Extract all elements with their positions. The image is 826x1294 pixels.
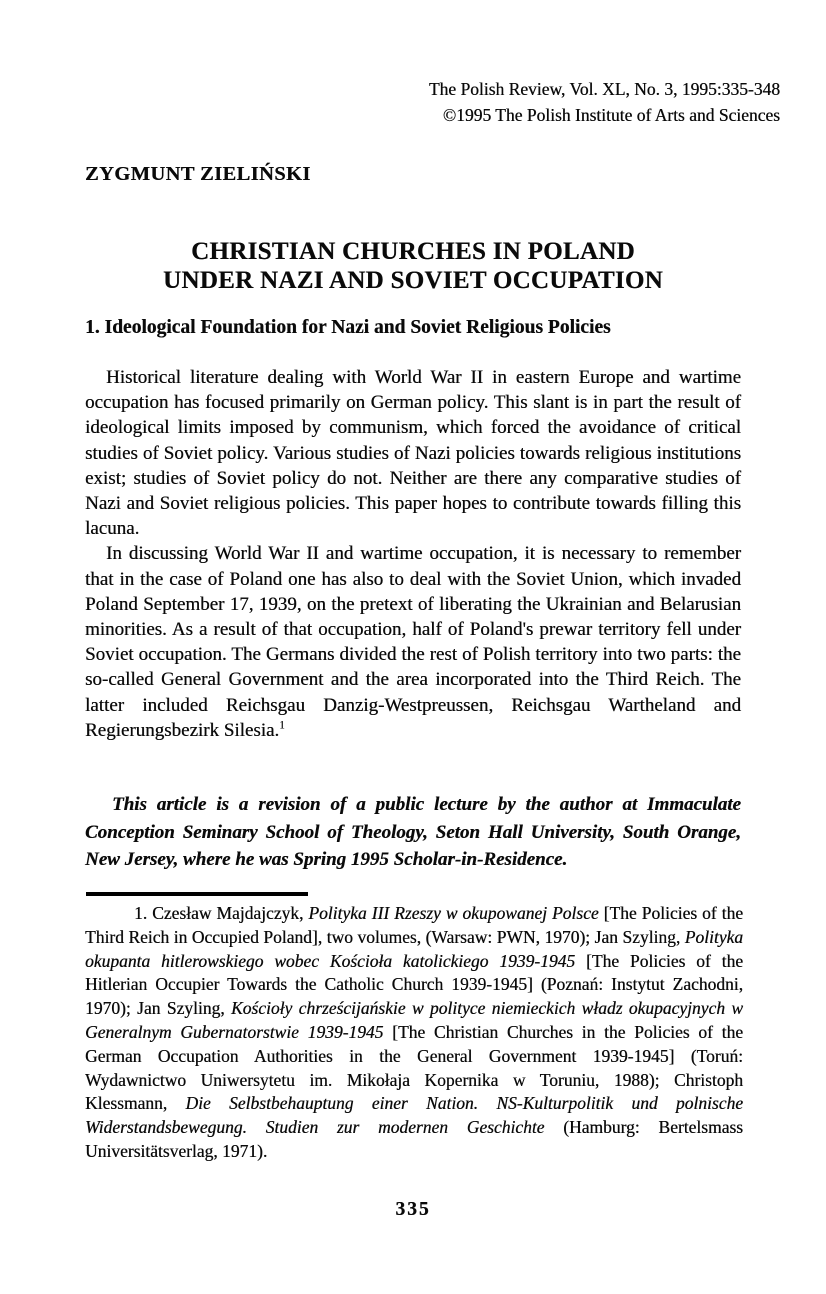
article-body xyxy=(85,365,741,743)
body-paragraph-1: Historical literature dealing with World War II in eastern Europe and wartime occupation has focused primarily on German policy. This slant is in part the result of ideological limits imposed by communism, which forced the avoidance of critical studies of Soviet policy. Various studies of Nazi policies towards religious institutions exist; studies of Soviet policy do not. Neither are there any comparative studies of Nazi and Soviet religious policies. This paper hopes to contribute towards filling this lacuna. xyxy=(85,367,741,540)
journal-header xyxy=(429,76,780,128)
article-title-line-1: CHRISTIAN CHURCHES IN POLAND xyxy=(191,238,635,265)
footnote-divider xyxy=(86,892,308,896)
journal-citation-line: The Polish Review, Vol. XL, No. 3, 1995:335-348 xyxy=(428,79,780,99)
footnote-1: 1. Czesław Majdajczyk, Polityka III Rzeszy w okupowanej Polsce [The Policies of the Third Reich in Occupied Poland], two volumes, (Warsaw: PWN, 1970); Jan Szyling, Polityka okupanta hitlerowskiego wobec Kościoła katolickiego 1939-1945 [The Policies of the Hitlerian Occupier Towards the Catholic Church 1939-1945] (Poznań: Instytut Zachodni, 1970); Jan Szyling, Kościoły chrześcijańskie w polityce niemieckich władz okupacyjnych w Generalnym Gubernatorstwie 1939-1945 [The Christian Churches in the Policies of the German Occupation Authorities in the General Government 1939-1945] (Toruń: Wydawnictwo Uniwersytetu im. Mikołaja Kopernika w Toruniu, 1988); Christoph Klessmann, Die Selbstbehauptung einer Nation. NS-Kulturpolitik und polnische Widerstandsbewegung. Studien zur modernen Geschichte (Hamburg: Bertelsmass Universitätsverlag, 1971). xyxy=(85,903,743,1161)
page-number: 335 xyxy=(395,1199,431,1220)
section-heading: 1. Ideological Foundation for Nazi and Soviet Religious Policies xyxy=(85,317,611,338)
article-title xyxy=(0,237,826,295)
body-paragraph-2: In discussing World War II and wartime occupation, it is necessary to remember that in the case of Poland one has also to deal with the Soviet Union, which invaded Poland September 17, 1939, on the pretext of liberating the Ukrainian and Belarusian minorities. As a result of that occupation, half of Poland's prewar territory fell under Soviet occupation. The Germans divided the rest of Polish territory into two parts: the so-called General Government and the area incorporated into the Third Reich. The latter included Reichsgau Danzig-Westpreussen, Reichsgau Wartheland and Regierungsbezirk Silesia.$^1$ xyxy=(85,543,741,741)
author-name: ZYGMUNT ZIELIŃSKI xyxy=(85,163,311,185)
author-note: This article is a revision of a public lecture by the author at Immaculate Conception Seminary School of Theology, Seton Hall University, South Orange, New Jersey, where he was Spring 1995 Scholar-in-Residence. xyxy=(85,794,741,870)
copyright-line: ©1995 The Polish Institute of Arts and Sciences xyxy=(442,105,780,125)
article-title-line-2: UNDER NAZI AND SOVIET OCCUPATION xyxy=(163,267,663,294)
